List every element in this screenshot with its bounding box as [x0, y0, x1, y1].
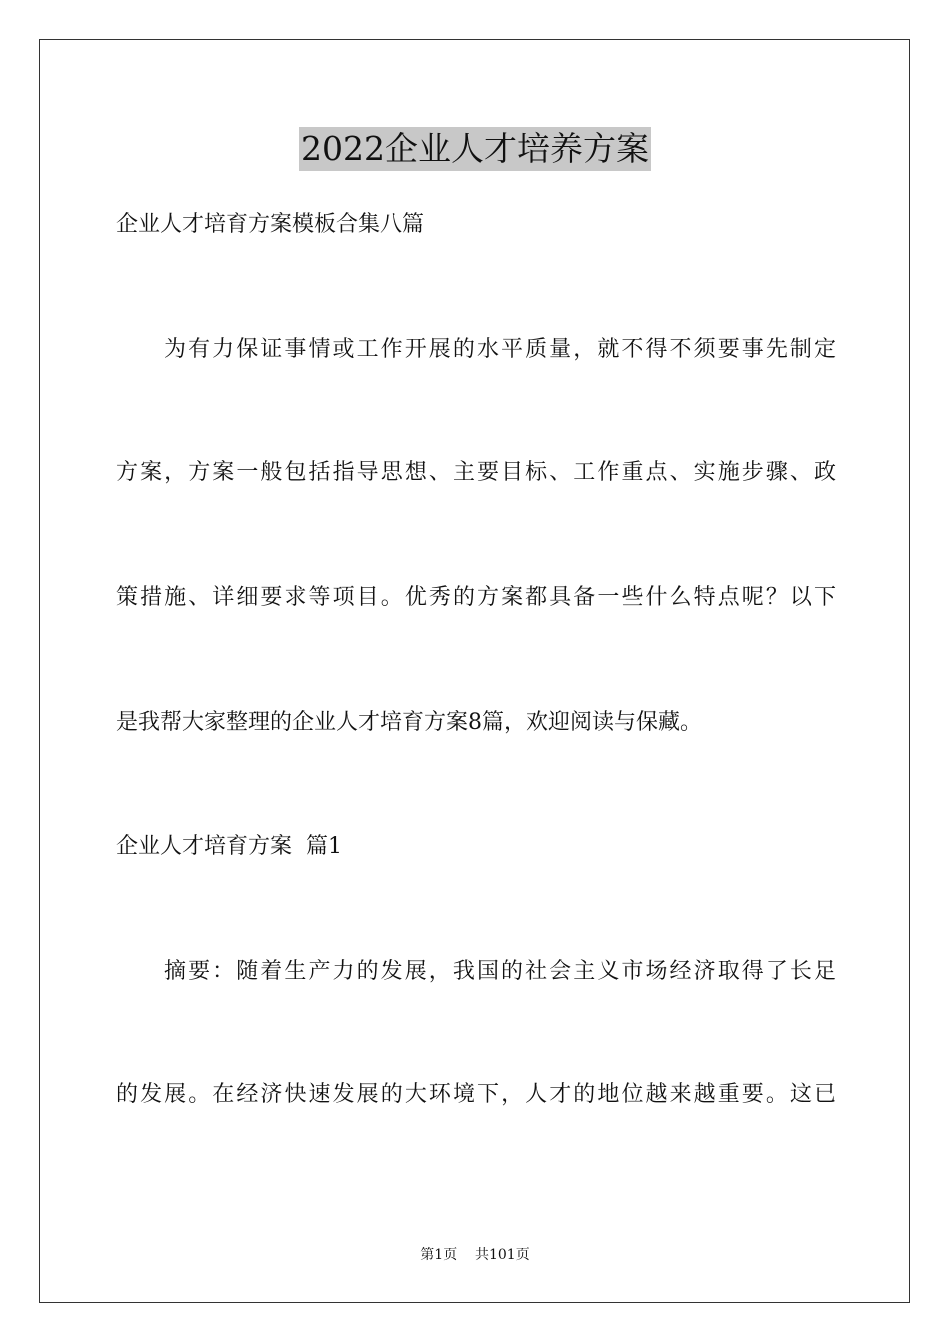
- abstract-line-2: 的发展。在经济快速发展的大环境下，人才的地位越来越重要。这已: [116, 1082, 836, 1107]
- document-title: 2022企业人才培养方案: [299, 127, 651, 171]
- title-container: [0, 127, 950, 171]
- section-heading: 企业人才培育方案 篇1: [116, 834, 342, 859]
- abstract-line-1: 摘要：随着生产力的发展，我国的社会主义市场经济取得了长足: [164, 959, 836, 984]
- intro-line-2: 方案，方案一般包括指导思想、主要目标、工作重点、实施步骤、政: [116, 460, 836, 485]
- intro-line-4: 是我帮大家整理的企业人才培育方案8篇，欢迎阅读与保藏。: [116, 710, 702, 735]
- intro-line-3: 策措施、详细要求等项目。优秀的方案都具备一些什么特点呢？以下: [116, 585, 836, 610]
- intro-line-1: 为有力保证事情或工作开展的水平质量，就不得不须要事先制定: [164, 337, 836, 362]
- document-subtitle: 企业人才培育方案模板合集八篇: [116, 212, 425, 237]
- page-number-footer: 第1页 共101页: [420, 1247, 530, 1263]
